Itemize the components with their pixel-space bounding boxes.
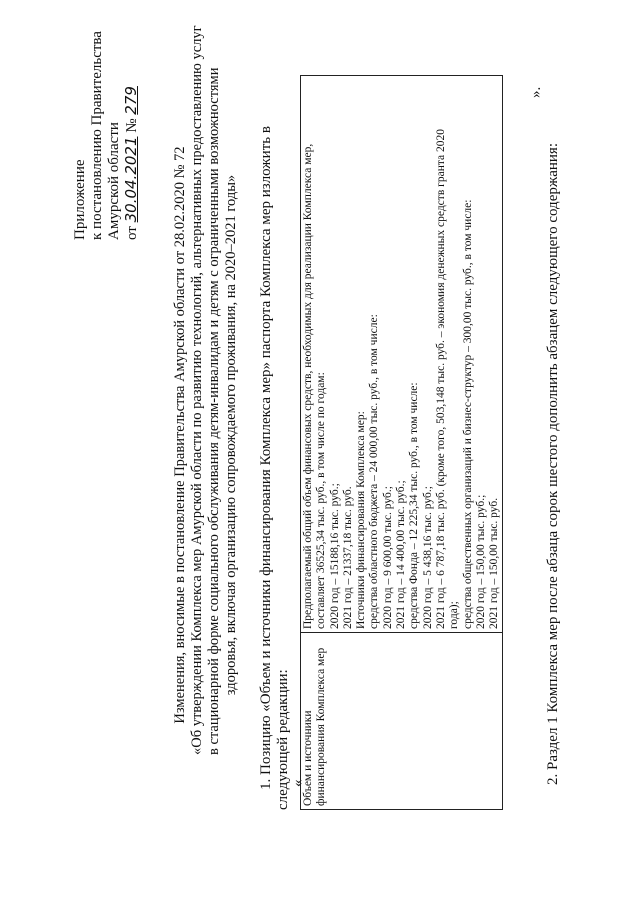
closing-quote: ». (528, 86, 544, 98)
item2-paragraph: 2. Раздел 1 Комплекса мер после абзаца сорок шестого дополнить абзацем следующего содержания: (545, 143, 561, 785)
handwritten-number: 279 (122, 86, 140, 115)
appendix-line-1: Приложение (72, 159, 88, 240)
item1-line-2: следующей редакции: (275, 669, 291, 810)
content-line: 2020 год – 15188,16 тыс. руб.; (328, 483, 341, 629)
content-line: 2020 год – 5 438,16 тыс. руб.; (421, 486, 434, 629)
title-line-1: Изменения, вносимые в постановление Правительства Амурской области от 28.02.2020 № 72 (172, 146, 188, 724)
appendix-line-2: к постановлению Правительства (89, 31, 105, 240)
content-line: 2021 год – 150,00 тыс. руб. (488, 497, 501, 629)
handwritten-date: 30.04.2021 (122, 136, 140, 223)
title-line-3: в стационарной форме социального обслуживания детям-инвалидам и детям с ограниченными возможностями (206, 67, 222, 755)
content-line: 2021 год – 6 787,18 тыс. руб. (кроме того, 503,148 тыс. руб. – экономия денежных средств гранта 2020 (434, 129, 447, 629)
appendix-date-line (123, 31, 141, 240)
document-title (172, 25, 240, 755)
item1-line-1: 1. Позицию «Объем и источники финансирования Комплекса мер» паспорта Комплекса мер изложить в (258, 126, 274, 790)
content-line: средства Фонда – 12 225,34 тыс. руб., в том числе: (408, 382, 421, 629)
content-line: 2021 год – 21337,18 тыс. руб. (341, 486, 354, 629)
title-line-4: здоровья, включая организацию сопровождаемого проживания, на 2020–2021 годы» (223, 174, 239, 696)
content-line: средства общественных организаций и бизнес-структур – 300,00 тыс. руб., в том числе: (461, 199, 474, 629)
label-line-1: Объем и источники (302, 710, 314, 806)
table-row (301, 76, 503, 810)
date-prefix: от (124, 226, 140, 240)
content-line: 2020 год – 150,00 тыс. руб.; (474, 494, 487, 629)
appendix-block (72, 31, 141, 240)
content-line: 2020 год – 9 600,00 тыс. руб.; (381, 486, 394, 629)
title-line-2: «Об утверждении Комплекса мер Амурской области по развитию технологий, альтернативных предоставлению услуг (189, 25, 205, 755)
content-line: Предполагаемый общий объем финансовых средств, необходимых для реализации Комплекса мер, (302, 143, 314, 629)
content-line: 2021 год – 14 400,00 тыс. руб.; (395, 480, 408, 629)
funding-table (300, 75, 503, 810)
content-line: года); (448, 601, 461, 629)
content-line: средства областного бюджета – 24 000,00 тыс. руб., в том числе: (368, 314, 381, 629)
table-cell-content (301, 76, 503, 633)
label-line-2: финансирования Комплекса мер (315, 647, 328, 806)
open-quote: « (290, 779, 306, 787)
content-line: Источники финансирования Комплекса мер: (355, 411, 368, 629)
appendix-line-3: Амурской области (106, 122, 122, 240)
table-cell-label (301, 633, 503, 810)
number-prefix: № (124, 118, 140, 133)
content-line: составляет 36525,34 тыс. руб., в том числе по годам: (315, 372, 328, 629)
